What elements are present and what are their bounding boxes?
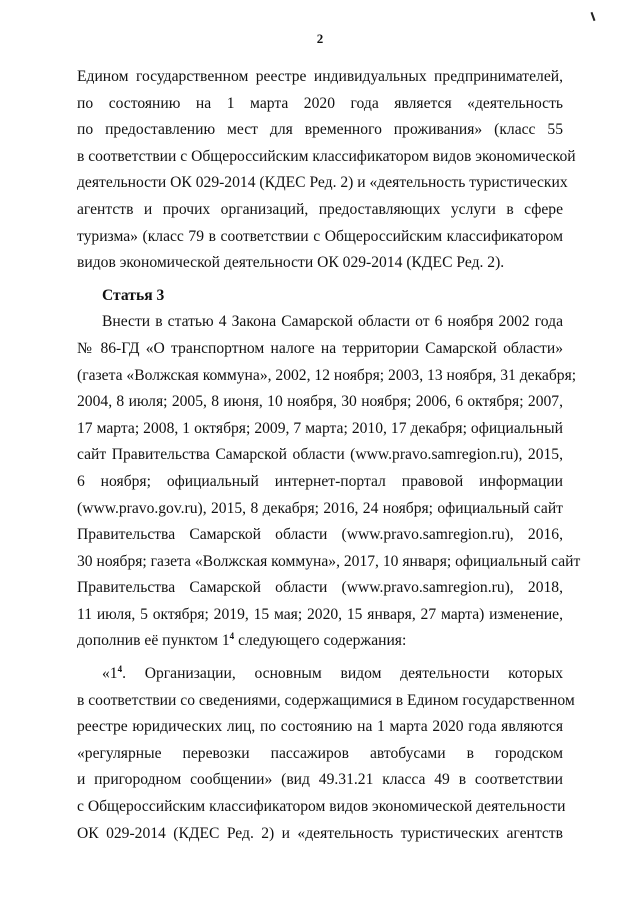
document-body	[77, 64, 581, 847]
text-line: агентств и прочих организаций, предоставляющих услуги в сфере	[77, 200, 563, 218]
text-line: Внести в статью 4 Закона Самарской области от 6 ноября 2002 года	[102, 313, 563, 331]
text-line: ОК 029-2014 (КДЕС Ред. 2) и «деятельность туристических агентств	[77, 824, 563, 842]
text-line: по предоставлению мест для временного проживания» (класс 55	[77, 121, 563, 139]
item-paragraph	[77, 661, 575, 847]
text-line	[77, 661, 563, 688]
text-line: сайт Правительства Самарской области (www.pravo.samregion.ru), 2015,	[77, 446, 563, 464]
text-line	[77, 628, 563, 655]
item-number: «1	[102, 665, 118, 683]
text-line: реестре юридических лиц, по состоянию на 1 марта 2020 года являются	[77, 718, 563, 736]
text-line: 30 ноября; газета «Волжская коммуна», 2017, 10 января; официальный сайт	[77, 552, 581, 570]
text-line: и пригородном сообщении» (вид 49.31.21 класса 49 в соответствии	[77, 771, 563, 789]
text-line: «регулярные перевозки пассажиров автобусами в городском	[77, 744, 563, 762]
text-line: деятельности ОК 029-2014 (КДЕС Ред. 2) и «деятельность туристических	[77, 174, 568, 192]
paragraph-continuation	[77, 64, 576, 277]
text-line: по состоянию на 1 марта 2020 года является «деятельность	[77, 94, 563, 112]
text-line: (www.pravo.gov.ru), 2015, 8 декабря; 2016, 24 ноября; официальный сайт	[77, 499, 563, 517]
text-line: (газета «Волжская коммуна», 2002, 12 ноября; 2003, 13 ноября, 31 декабря;	[77, 366, 577, 384]
text-line: 17 марта; 2008, 1 октября; 2009, 7 марта; 2010, 17 декабря; официальный	[77, 419, 563, 437]
page-number: 2	[316, 31, 324, 46]
text-line: 2004, 8 июля; 2005, 8 июня, 10 ноября, 30 ноября; 2006, 6 октября; 2007,	[77, 393, 563, 411]
article-paragraph	[77, 309, 581, 655]
superscript: 4	[229, 631, 235, 642]
corner-mark	[591, 12, 596, 21]
text-fragment: дополнив её пунктом 1	[77, 632, 230, 650]
text-line: туризма» (класс 79 в соответствии с Общероссийским классификатором	[77, 227, 563, 245]
text-line: видов экономической деятельности ОК 029-2014 (КДЕС Ред. 2).	[77, 254, 505, 272]
text-line: 11 июля, 5 октября; 2019, 15 мая; 2020, 15 января, 27 марта) изменение,	[77, 605, 563, 623]
text-line: Правительства Самарской области (www.pravo.samregion.ru), 2016,	[77, 526, 563, 544]
text-line: 6 ноября; официальный интернет-портал правовой информации	[77, 472, 563, 490]
superscript: 4	[117, 663, 123, 674]
text-line: в соответствии с Общероссийским классификатором видов экономической	[77, 147, 576, 165]
text-line: в соответствии со сведениями, содержащимися в Едином государственном	[77, 691, 575, 709]
text-fragment: следующего содержания:	[234, 632, 407, 650]
article-heading: Статья 3	[102, 286, 165, 304]
text-line: № 86-ГД «О транспортном налоге на территории Самарской области»	[77, 339, 563, 357]
text-line: с Общероссийским классификатором видов экономической деятельности	[77, 798, 566, 816]
text-line: Едином государственном реестре индивидуальных предпринимателей,	[77, 68, 563, 85]
text-fragment: . Организации, основным видом деятельности которых	[122, 665, 563, 683]
text-line: Правительства Самарской области (www.pravo.samregion.ru), 2018,	[77, 579, 563, 597]
